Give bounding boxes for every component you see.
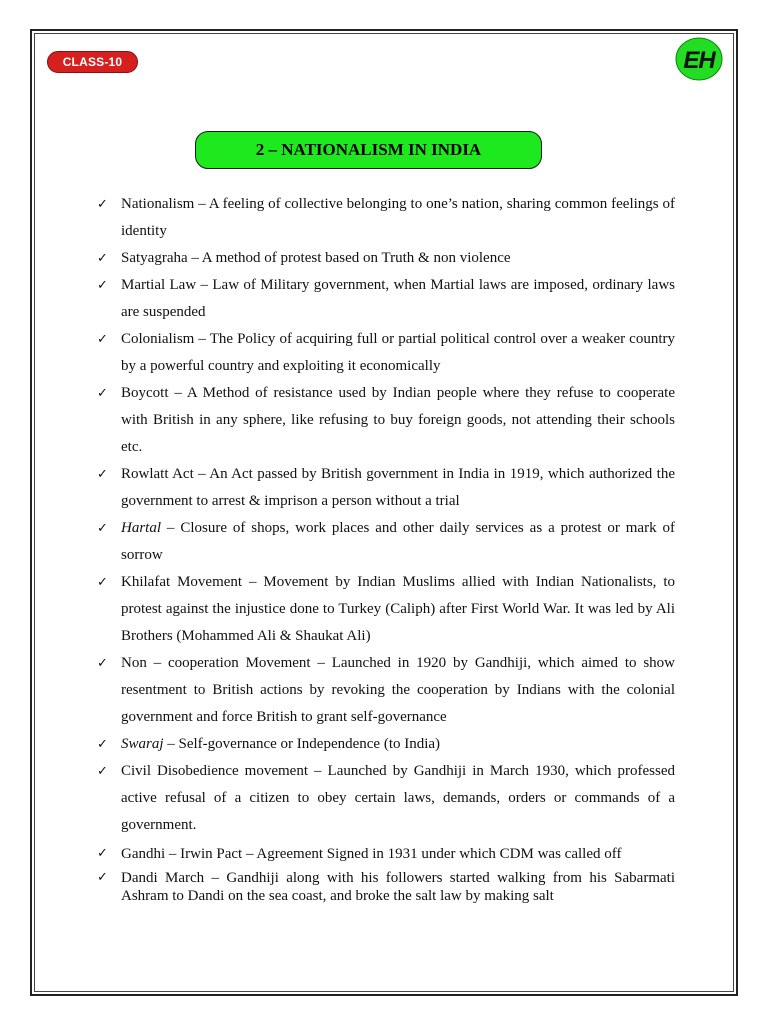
item-text: Nationalism – A feeling of collective belonging to one’s nation, sharing common feelings of identity <box>121 196 675 239</box>
checkmark-icon: ✓ <box>97 737 108 752</box>
list-item <box>97 515 675 569</box>
checkmark-icon: ✓ <box>97 386 108 401</box>
list-item <box>97 191 675 245</box>
list-item <box>97 569 675 650</box>
item-text: – Closure of shops, work places and other daily services as a protest or mark of sorrow <box>121 520 675 563</box>
eh-logo-icon <box>675 37 723 81</box>
list-item <box>97 845 675 863</box>
list-item <box>97 380 675 461</box>
checkmark-icon: ✓ <box>97 575 108 590</box>
checkmark-icon: ✓ <box>97 251 108 266</box>
item-text: Civil Disobedience movement – Launched by Gandhiji in March 1930, which professed active refusal of a citizen to obey certain laws, demands, orders or commands of a government. <box>121 763 675 833</box>
item-text: Non – cooperation Movement – Launched in 1920 by Gandhiji, which aimed to show resentment to British actions by revoking the cooperation by Indians with the colonial government and force British to grant self-governance <box>121 655 675 725</box>
checkmark-icon: ✓ <box>97 332 108 347</box>
item-text: Martial Law – Law of Military government, when Martial laws are imposed, ordinary laws are suspended <box>121 277 675 320</box>
item-text: Boycott – A Method of resistance used by Indian people where they refuse to cooperate with British in any sphere, like refusing to buy foreign goods, not attending their schools etc. <box>121 385 675 455</box>
checkmark-icon: ✓ <box>97 521 108 536</box>
list-item <box>97 869 675 905</box>
list-item <box>97 326 675 380</box>
list-item <box>97 245 675 272</box>
item-term: Hartal <box>121 520 162 536</box>
checkmark-icon: ✓ <box>97 846 108 861</box>
item-term: Swaraj <box>121 736 164 752</box>
item-text: Satyagraha – A method of protest based on Truth & non violence <box>121 250 511 266</box>
definition-list <box>97 191 675 905</box>
checkmark-icon: ✓ <box>97 467 108 482</box>
checkmark-icon: ✓ <box>97 870 108 885</box>
item-text: – Self-governance or Independence (to India) <box>163 736 441 752</box>
checkmark-icon: ✓ <box>97 278 108 293</box>
item-text: Dandi March – Gandhiji along with his followers started walking from his Sabarmati Ashram to Dandi on the sea coast, and broke the salt law by making salt <box>121 870 675 904</box>
item-text: Colonialism – The Policy of acquiring full or partial political control over a weaker country by a powerful country and exploiting it economically <box>121 331 675 374</box>
list-item <box>97 272 675 326</box>
list-item <box>97 461 675 515</box>
list-item <box>97 758 675 839</box>
list-item <box>97 650 675 731</box>
logo-text: EH <box>683 47 715 74</box>
class-badge: CLASS-10 <box>47 51 138 73</box>
item-text: Khilafat Movement – Movement by Indian Muslims allied with Indian Nationalists, to protest against the injustice done to Turkey (Caliph) after First World War. It was led by Ali Brothers (Mohammed Ali & Shaukat Ali) <box>121 574 675 644</box>
item-text: Gandhi – Irwin Pact – Agreement Signed in 1931 under which CDM was called off <box>121 846 622 862</box>
item-text: Rowlatt Act – An Act passed by British government in India in 1919, which authorized the government to arrest & imprison a person without a trial <box>121 466 675 509</box>
checkmark-icon: ✓ <box>97 764 108 779</box>
page-title: 2 – NATIONALISM IN INDIA <box>195 131 542 169</box>
checkmark-icon: ✓ <box>97 197 108 212</box>
checkmark-icon: ✓ <box>97 656 108 671</box>
list-item <box>97 731 675 758</box>
